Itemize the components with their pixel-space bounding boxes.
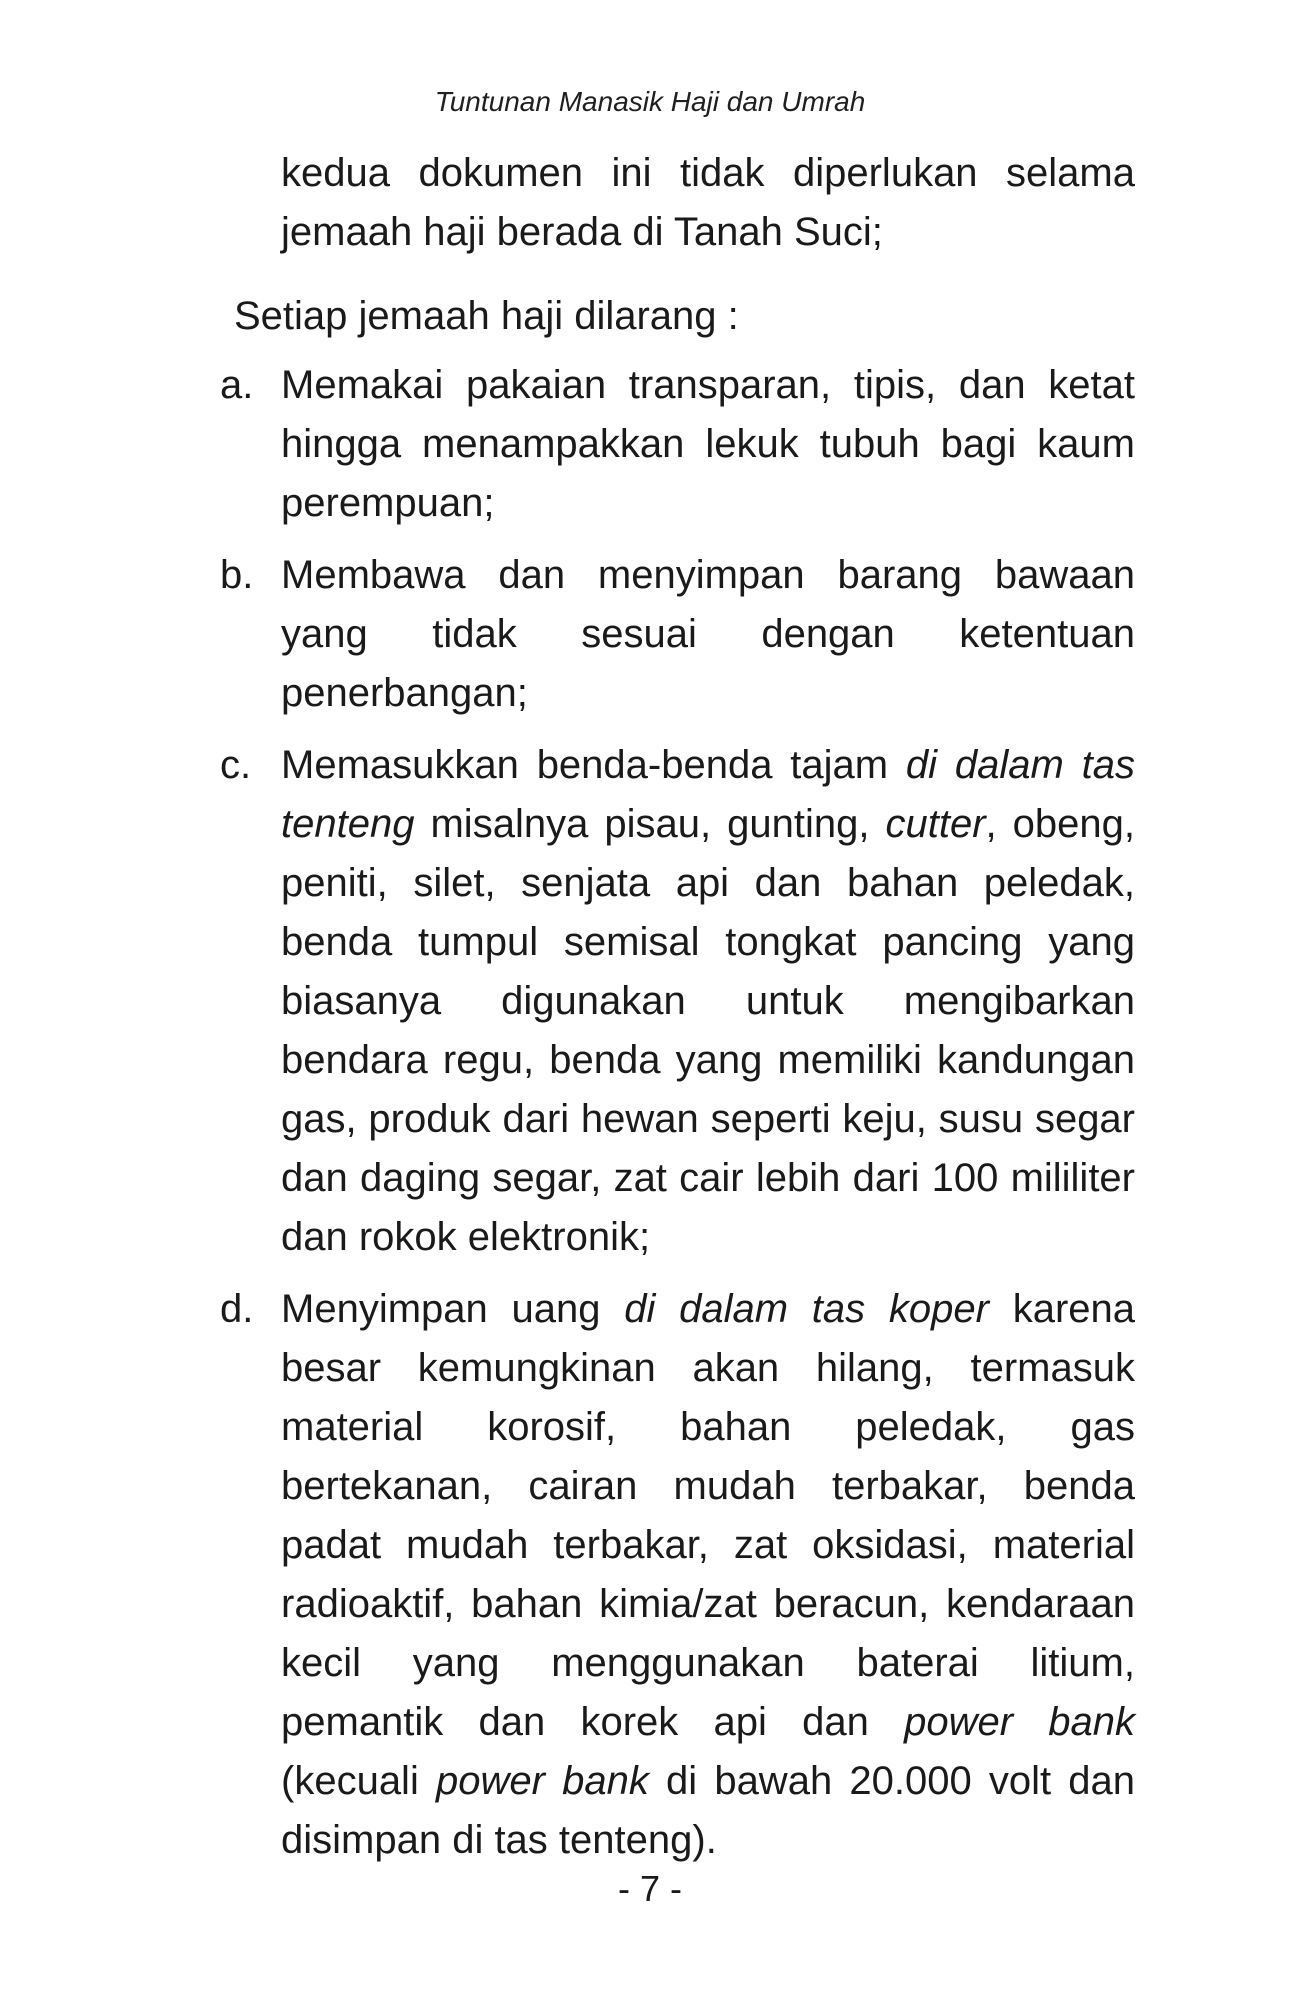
list-item-text — [281, 356, 1135, 533]
text-segment: Memakai pakaian transparan, tipis, dan ketat hingga menampakkan lekuk tubuh bagi kaum perempuan; — [281, 363, 1135, 525]
list-item-marker: d. — [220, 1287, 254, 1331]
text-segment: Membawa dan menyimpan barang bawaan yang tidak sesuai dengan ketentuan penerbangan; — [281, 553, 1135, 715]
running-header-title: Tuntunan Manasik Haji dan Umrah — [434, 86, 866, 117]
list-item-marker: b. — [220, 553, 254, 597]
list-item-text — [281, 1280, 1135, 1870]
italic-text-segment: cutter — [885, 802, 986, 846]
text-segment: (kecuali — [281, 1759, 436, 1803]
page-number: - 7 - — [617, 1868, 682, 1909]
list-item — [220, 1280, 1135, 1870]
text-segment: Memasukkan benda-benda tajam — [281, 743, 906, 787]
list-item-text — [281, 736, 1135, 1267]
text-segment: karena besar kemungkinan akan hilang, termasuk material korosif, bahan peledak, gas bertekanan, cairan mudah terbakar, benda padat mudah terbakar, zat oksidasi, material radioaktif, bahan kimia/zat beracun, kendaraan kecil yang menggunakan baterai litium, pemantik dan korek api dan — [281, 1287, 1135, 1744]
continuation-paragraph: kedua dokumen ini tidak diperlukan selama jemaah haji berada di Tanah Suci; — [281, 151, 1135, 254]
list-item — [220, 736, 1135, 1267]
list-item — [220, 356, 1135, 533]
text-segment: , obeng, peniti, silet, senjata api dan bahan peledak, benda tumpul semisal tongkat pancing yang biasanya digunakan untuk mengibarkan bendara regu, benda yang memiliki kandungan gas, produk dari hewan seperti keju, susu segar dan daging segar, zat cair lebih dari 100 mililiter dan rokok elektronik; — [281, 802, 1135, 1259]
list-item-marker: c. — [220, 743, 252, 787]
italic-text-segment: di dalam tas tenteng — [281, 743, 1135, 846]
text-segment: di bawah 20.000 volt dan disimpan di tas tenteng). — [281, 1759, 1136, 1862]
prohibitions-intro: Setiap jemaah haji dilarang : — [234, 294, 739, 338]
italic-text-segment: power bank — [436, 1759, 649, 1803]
text-segment: Menyimpan uang — [281, 1287, 625, 1331]
italic-text-segment: di dalam tas koper — [624, 1287, 989, 1331]
italic-text-segment: power bank — [904, 1700, 1135, 1744]
text-segment: misalnya pisau, gunting, — [414, 802, 886, 846]
list-item-text — [281, 546, 1135, 723]
prohibitions-list — [220, 356, 1135, 1883]
list-item-marker: a. — [220, 363, 254, 407]
list-item — [220, 546, 1135, 723]
